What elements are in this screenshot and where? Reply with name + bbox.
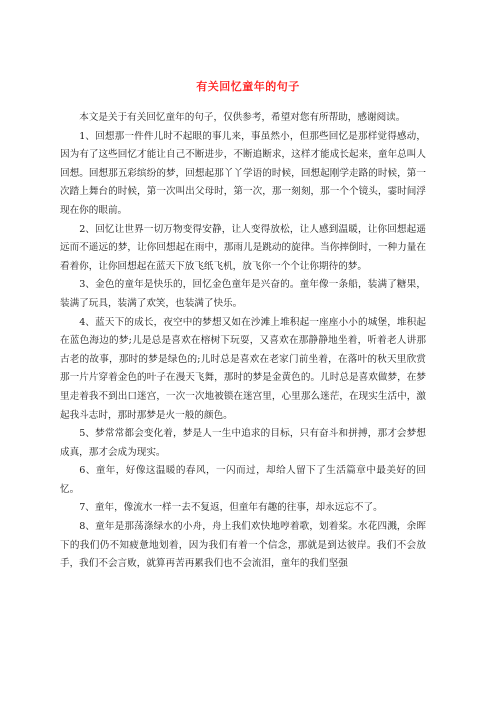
paragraph-4: 4、蓝天下的成长，夜空中的梦想又如在沙滩上堆积起一座座小小的城堡，堆积起在蓝色海边的梦;儿是总是喜欢在榕树下玩耍，又喜欢在那静静地坐着，听着老人讲那古老的故事，那时的梦是绿色的;儿时总是喜欢在老家门前坐着，在落叶的秋天里欣赏那一片片穿着金色的叶子在漫天飞舞，那时的梦是金黄色的。儿时总是喜欢做梦，在梦里走着我不到出口迷宫，一次一次地被锁在迷宫里，心里那么迷茫，在现实生活中，激起我斗志时，那时那梦是火一般的颜色。 <box>60 316 426 421</box>
intro-paragraph: 本文是关于有关回忆童年的句子，仅供参考，希望对您有所帮助，感谢阅读。 <box>79 112 406 123</box>
paragraph-5: 5、梦常常都会变化着，梦是人一生中追求的目标，只有奋斗和拼搏，那才会梦想成真，那才会成为现实。 <box>60 428 426 458</box>
document-body <box>60 109 426 574</box>
paragraph-2: 2、回忆让世界一切万物变得安静，让人变得放松，让人感到温暖，让你回想起遥远而不遥远的梦，让你回想起在雨中，那雨儿是跳动的旋律。当你摔倒时，一种力量在看着你，让你回想起在蓝天下放飞纸飞机，放飞你一个个让你期待的梦。 <box>60 223 426 272</box>
paragraph-6: 6、童年，好像这温暖的春风，一闪而过，却给人留下了生活篇章中最美好的回忆。 <box>60 465 426 495</box>
document-title: 有关回忆童年的句子 <box>196 80 300 93</box>
paragraph-1: 1、回想那一件件儿时不起眼的事儿来，事虽然小，但那些回忆是那样觉得感动，因为有了这些回忆才能让自己不断进步，不断追断求，这样才能成长起来，童年总叫人回想。回想那五彩缤纷的梦，回想起那丫丫学语的时候，回想起刚学走路的时候，第一次踏上舞台的时候，第一次叫出父母时，第一次，那一刻刻，那一个个镜头，霎时间浮现在你的眼前。 <box>60 130 426 216</box>
paragraph-7: 7、童年，像流水一样一去不复返，但童年有趣的往事，却永远忘不了。 <box>79 502 383 514</box>
paragraph-3: 3、金色的童年是快乐的，回忆金色童年是兴奋的。童年像一条船，装满了糖果，装满了玩具，装满了欢笑，也装满了快乐。 <box>60 279 426 309</box>
paragraph-8: 8、童年是那荡涤绿水的小舟，舟上我们欢快地哼着歌，划着桨。水花四溅，余晖下的我们仍不知疲惫地划着，因为我们有着一个信念，那就是到达彼岸。我们不会放手，我们不会言败，就算再苦再累我们也不会流泪，童年的我们坚强 <box>60 521 426 570</box>
